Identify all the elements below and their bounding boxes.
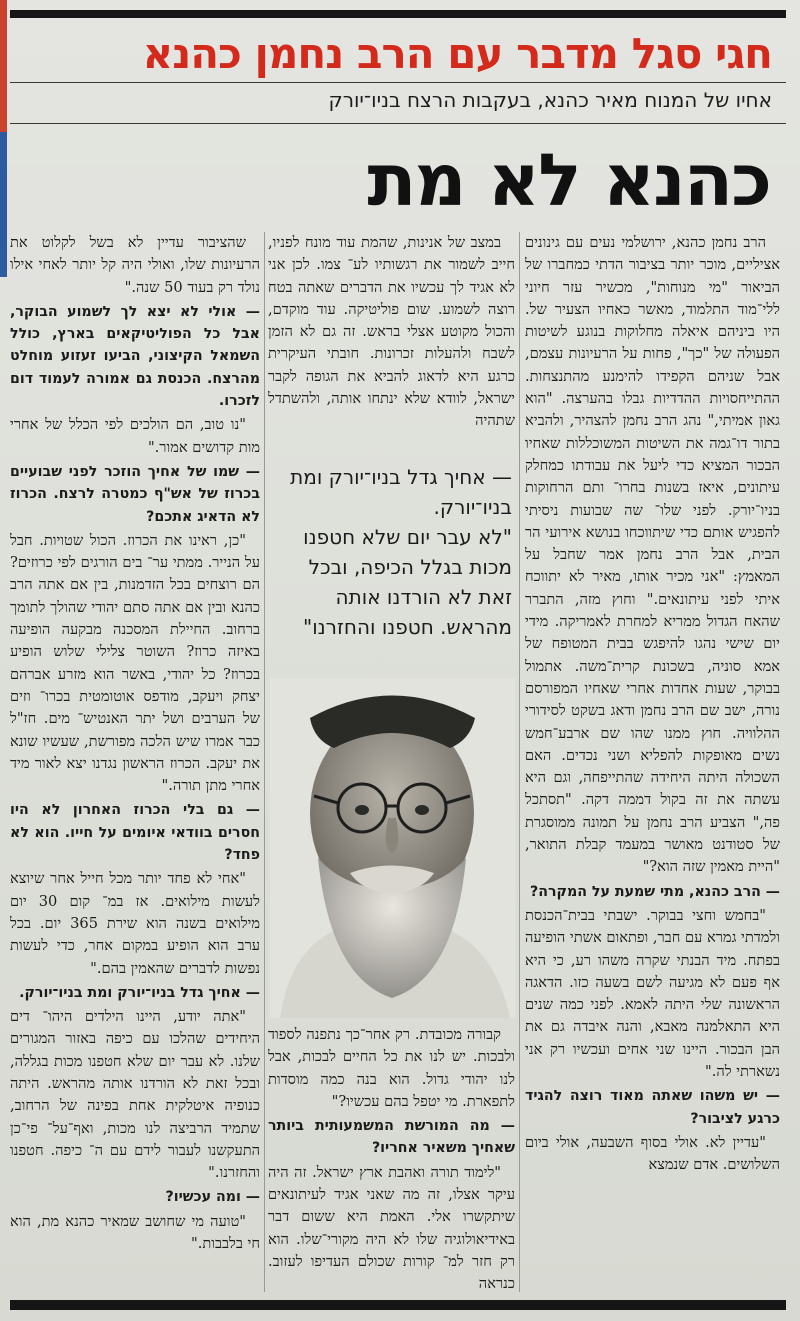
kicker-rule [10, 82, 786, 83]
article-paragraph: "אתה יודע, היינו הילדים היהו־ דים היחידים שהלכו עם כיפה באזור המגורים שלנו. לא עבר יום שלא חטפנו מכות בגללה, ובכל זאת לא הורדנו אותה מהראש. היתה כנופיה איטלקית אחת בפינה של הרחוב, שתמיד הרביצה לנו מכות, ואף־על־ פי־כן התעקשנו לעבור לידם עם ה־ כיפה. חטפנו והחזרנו." [10, 1008, 260, 1182]
top-rule [10, 10, 786, 18]
interview-question: — שמו של אחיך הוזכר לפני שבועיים בכרוז של אש"ף כמטרה לרצח. הכרוז לא הדאיג אתכם? [10, 463, 260, 525]
pull-quote-text: "לא עבר יום שלא חטפנו מכות בגלל הכיפה, ובכל זאת לא הורדנו אותה מהראש. חטפנו והחזרנו" [303, 525, 512, 639]
article-paragraph: "טועה מי שחושב שמאיר כהנא מת, הוא חי בלבבות." [10, 1212, 260, 1253]
article-paragraph: במצב של אנינות, שהמת עוד מונח לפניו, חייב לשמור את רגשותיו לע־ צמו. לכן אני לא אגיד לך עכשיו את הדברים שאתה בטח רוצה לשמוע. שום פוליטיקה. עוד מוקדם, והכול מקוטע אצלי בראש. זה גם לא הזמן לשבח ולהעלות זכרונות. חובתי העיקרית כרגע היא לדאוג להביא את הגופה לקבר ישראל, לוודא שלא ינתחו אותה, ולהשתדל שתהיה [268, 234, 515, 430]
article-column-middle-bottom [268, 1024, 515, 1292]
subhead-rule [10, 123, 786, 124]
interview-question: — יש משהו שאתה מאוד רוצה להגיד כרגע לציבור? [525, 1088, 780, 1127]
column-divider [519, 232, 520, 1292]
article-paragraph: שהציבור עדיין לא בשל לקלוט את הרעיונות שלו, ואולי היה קל יותר לאחי אילו נולד רק בעוד 50 שנה." [10, 234, 260, 296]
article-paragraph: "אחי לא פחד יותר מכל חייל אחר שיוצא לעשות מילואים. אז במ־ קום 30 יום מילואים בשנה הוא שירת 365 יום. בכל ערב הוא הופיע במקום אחר, כדי לעשות נפשות לדברים שהאמין בהם." [10, 870, 260, 977]
interview-question: — גם בלי הכרוז האחרון לא היו חסרים בוודאי איומים על חייו. הוא לא פחד? [10, 802, 260, 864]
article-paragraph: "בחמש וחצי בבוקר. ישבתי בבית־הכנסת ולמדתי גמרא עם חבר, ופתאום אשתי הופיעה בפתח. מיד הבנתי שקרה משהו רע, כי היא אף פעם לא מגיעה לשם בשעה כזו. הדאגה הראשונה שלי היתה לאמא. לפני כמה שנים היא התאלמנה מאבא, והנה איבדה גם את הבן הבכור. היינו שני אחים ועכשיו רק אני נשארתי לה." [525, 906, 780, 1080]
subhead: אחיו של המנוח מאיר כהנא, בעקבות הרצח בניו־יורק [328, 88, 772, 112]
column-divider [264, 232, 265, 1292]
interview-question: — הרב כהנא, מתי שמעת על המקרה? [529, 883, 780, 900]
kicker-title: חגי סגל מדבר עם הרב נחמן כהנא [142, 29, 772, 78]
article-column-right [525, 232, 780, 1292]
pull-quote-attribution: — אחיך גדל בניו־יורק ומת בניו־יורק. [290, 465, 512, 519]
interview-question: — ומה עכשיו? [165, 1189, 260, 1206]
portrait-illustration [270, 678, 515, 1018]
portrait-photo [270, 678, 515, 1018]
bottom-rule [10, 1300, 786, 1310]
pull-quote [272, 462, 512, 672]
red-edge-strip [0, 0, 7, 132]
article-paragraph: קבורה מכובדת. רק אחר־כך נתפנה לספוד ולבכות. יש לנו את כל החיים לבכות, אבל לנו יהודי גדול. הוא בנה כמה מוסדות לתפארת. מי יטפל בהם עכשיו?" [268, 1026, 515, 1110]
blue-edge-strip [0, 132, 7, 277]
article-column-middle-top [268, 232, 515, 457]
article-column-left [10, 232, 260, 1292]
article-paragraph: "עדיין לא. אולי בסוף השבעה, אולי ביום השלושים. אדם שנמצא [525, 1133, 780, 1174]
article-paragraph: "נו טוב, הם הולכים לפי הכלל של אחרי מות קדושים אמור." [10, 416, 260, 456]
interview-question: — אחיך גדל בניו־יורק ומת בניו־יורק. [19, 984, 260, 1001]
article-paragraph: הרב נחמן כהנא, ירושלמי נעים עם גינונים אציליים, מוכר יותר בציבור הדתי כמחברו של הביאור "מי מנוחות", מכשיר עזר חיוני ללי־מוד התלמוד, מאשר כאחיו הצעיר של. היו ביניהם איאלה מחלוקות בנוגע לשיטות הפעולה של "כך", פחות על הרעיונות עצמם, אבל שניהם הקפידו להימנע מהתנצחות. ההתייחסויות ההדדיות גבלו בהערצה. "הוא גאון אמיתי," נהג הרב נחמן להצהיר, ולהביא בתור דו־גמה את השיטות המשוכללות שאחיו הבכור המציא כדי ליעל את עבודתו כמחלק עיתונים, איאז בשנות בחרו־ ותם הרחוקות בניו־יורק. לפני שלו־ שה שבועות ניסיתי להפגיש אותם כדי שיתווכחו בנושא אירועי הר הבית, אבל הרב נחמן אמר שחבל על המאמץ: "אני מכיר אותו, מאיר לא יתווכח איתי לפני עיתונאים." וחוץ מזה, התברר שהאח הגדול ממריא למחרת לאמריקה. מידי יום שישי נהגו להיפגש בבית המטופח של אמא סוניה, בשכונת קרית־משה. אתמול בבוקר, שעות אחדות אחרי שאחיו המפורסם נורה, ישב שם הרב נחמן ודאג בשקט לסידורי ההלוויה. חוץ ממנו שהו שם ארבע־חמש נשים מאופקות להפליא ושני נכדים. האם השכולה היתה היחידה שהתייפחה, וגם היא עשתה את זה בקול דממה דקה. "תסתכל פה," הצביע הרב נחמן על תמונה ממוסגרת של סטודנט מאושר במעמד קבלת התואר, "היית מאמין שזה הוא?" [525, 234, 780, 876]
interview-question: — מה המורשת המשמעותית ביותר שאחיך משאיר אחריו? [268, 1118, 515, 1157]
article-paragraph: "לימוד תורה ואהבת ארץ ישראל. זה היה עיקר אצלו, זה מה שאני אגיד לעיתונאים שיתקשרו אלי. האמת היא ששום דבר באידיאולוגיה שלו לא היה מקורי־שלו. הוא רק חזר למ־ קורות שכולם העדיפו לעזוב. כנראה [268, 1163, 515, 1292]
interview-question: — אולי לא יצא לך לשמוע הבוקר, אבל כל הפוליטיקאים בארץ, כולל השמאל הקיצוני, הביעו זעזוע מוחלט מהרצח. הכנסת גם אמורה לעמוד דום לזכרו. [10, 303, 260, 410]
headline: כהנא לא מת [367, 138, 770, 222]
article-paragraph: "כן, ראינו את הכרוז. הכול שטויות. חבל על הנייר. ממתי ער־ בים הורגים לפי כרוזים? הם רוצחים בכל הזדמנות, בין אם אתה הרב כהנא ובין אם אתה סתם יהודי שהולך לתומך ברחוב. החיילת המסכנה מבקעה הופיעה באיזה כרוז? השוטר צלילי שלוש הופיע בכרוז? כל יהודי, באשר הוא מזרע אברהם יצחק ויעקב, מודפס אוטומטית בכרו־ וזים של הערבים ושל יתר האנטיש־ מים. חז"ל כבר אמרו שיש הלכה מפורשת, שעשיו שונא את יעקב. הכרוז הראשון נגדנו יצא לאור מיד אחרי מתן תורה." [10, 531, 260, 795]
